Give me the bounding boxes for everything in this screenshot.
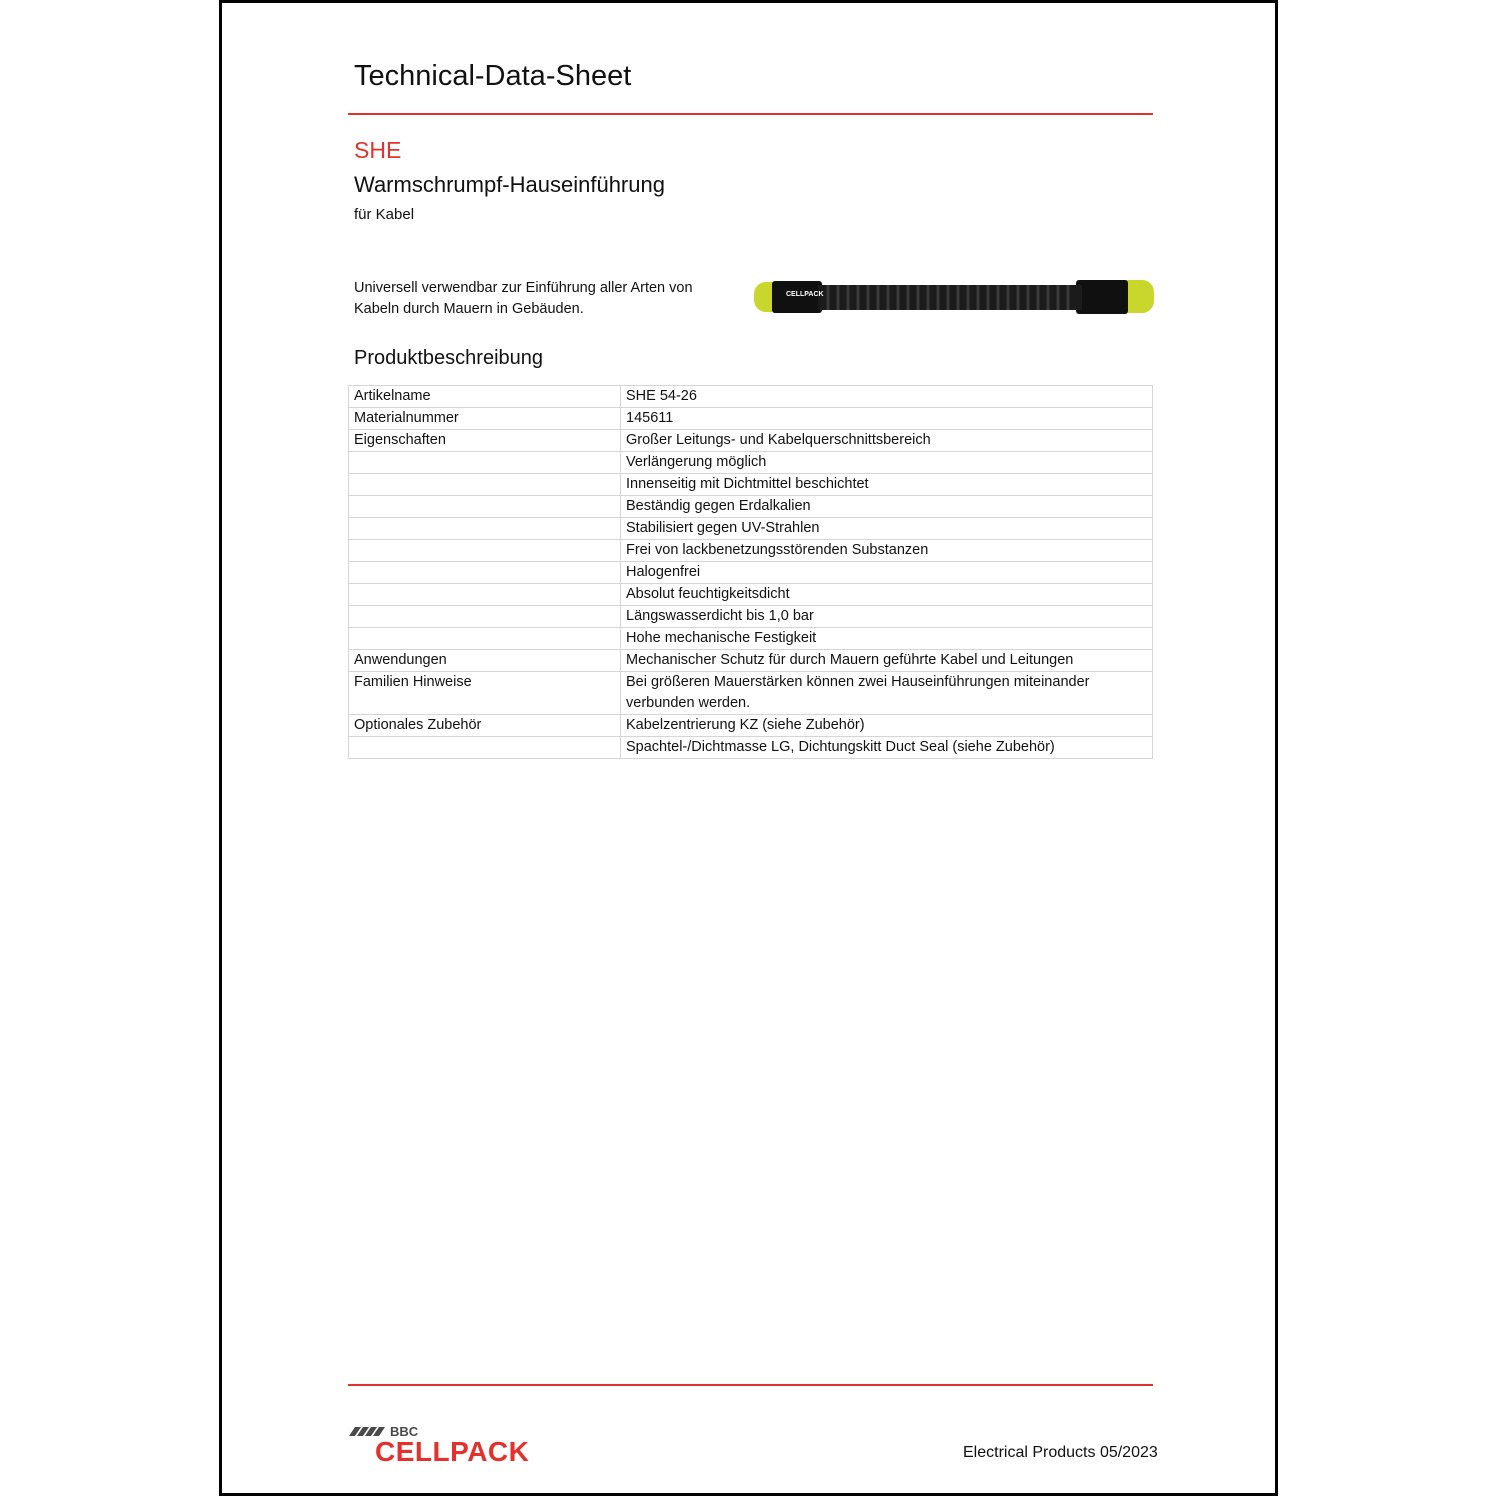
table-row xyxy=(349,452,1153,474)
table-row xyxy=(349,518,1153,540)
row-value: Mechanischer Schutz für durch Mauern geführte Kabel und Leitungen xyxy=(621,650,1153,672)
table-row xyxy=(349,562,1153,584)
document-title: Technical-Data-Sheet xyxy=(354,60,632,92)
specs-table xyxy=(348,385,1153,759)
table-row xyxy=(349,408,1153,430)
row-value: Verlängerung möglich xyxy=(621,452,1153,474)
row-label: Anwendungen xyxy=(349,650,621,672)
row-label xyxy=(349,474,621,496)
header-divider xyxy=(348,113,1153,115)
row-value: Absolut feuchtigkeitsdicht xyxy=(621,584,1153,606)
row-value: Längswasserdicht bis 1,0 bar xyxy=(621,606,1153,628)
row-label xyxy=(349,628,621,650)
table-row xyxy=(349,650,1153,672)
row-value: Großer Leitungs- und Kabelquerschnittsbereich xyxy=(621,430,1153,452)
footer-divider xyxy=(348,1384,1153,1386)
product-intro: Universell verwendbar zur Einführung aller Arten von Kabeln durch Mauern in Gebäuden. xyxy=(354,280,693,317)
row-label: Familien Hinweise xyxy=(349,672,621,715)
table-row xyxy=(349,606,1153,628)
row-value: 145611 xyxy=(621,408,1153,430)
table-row xyxy=(349,540,1153,562)
row-value: SHE 54-26 xyxy=(621,386,1153,408)
row-value: Spachtel-/Dichtmasse LG, Dichtungskitt Duct Seal (siehe Zubehör) xyxy=(621,737,1153,759)
table-row xyxy=(349,474,1153,496)
table-row xyxy=(349,584,1153,606)
section-title: Produktbeschreibung xyxy=(354,347,544,369)
table-row xyxy=(349,737,1153,759)
table-row xyxy=(349,386,1153,408)
row-value: Stabilisiert gegen UV-Strahlen xyxy=(621,518,1153,540)
table-row xyxy=(349,496,1153,518)
table-row xyxy=(349,672,1153,715)
row-value: Frei von lackbenetzungsstörenden Substanzen xyxy=(621,540,1153,562)
product-subtitle: für Kabel xyxy=(354,206,415,223)
product-name: Warmschrumpf-Hauseinführung xyxy=(354,172,665,197)
logo-brand-text: CELLPACK xyxy=(375,1436,530,1467)
row-label xyxy=(349,496,621,518)
row-label: Materialnummer xyxy=(349,408,621,430)
row-label xyxy=(349,452,621,474)
footer-note: Electrical Products 05/2023 xyxy=(963,1444,1158,1461)
row-label: Artikelname xyxy=(349,386,621,408)
row-value: Bei größeren Mauerstärken können zwei Hauseinführungen miteinander verbunden werden. xyxy=(621,672,1153,715)
logo-bbc-text: BBC xyxy=(390,1424,419,1439)
table-row xyxy=(349,628,1153,650)
row-value: Innenseitig mit Dichtmittel beschichtet xyxy=(621,474,1153,496)
row-value: Beständig gegen Erdalkalien xyxy=(621,496,1153,518)
table-row xyxy=(349,430,1153,452)
row-value: Halogenfrei xyxy=(621,562,1153,584)
row-label xyxy=(349,737,621,759)
product-series: SHE xyxy=(354,137,402,163)
product-image xyxy=(746,272,1156,322)
row-label xyxy=(349,518,621,540)
row-label xyxy=(349,562,621,584)
row-label xyxy=(349,584,621,606)
tube-brand-label: CELLPACK xyxy=(786,291,824,298)
row-label: Eigenschaften xyxy=(349,430,621,452)
row-value: Hohe mechanische Festigkeit xyxy=(621,628,1153,650)
row-label xyxy=(349,606,621,628)
table-row xyxy=(349,715,1153,737)
row-value: Kabelzentrierung KZ (siehe Zubehör) xyxy=(621,715,1153,737)
row-label: Optionales Zubehör xyxy=(349,715,621,737)
row-label xyxy=(349,540,621,562)
